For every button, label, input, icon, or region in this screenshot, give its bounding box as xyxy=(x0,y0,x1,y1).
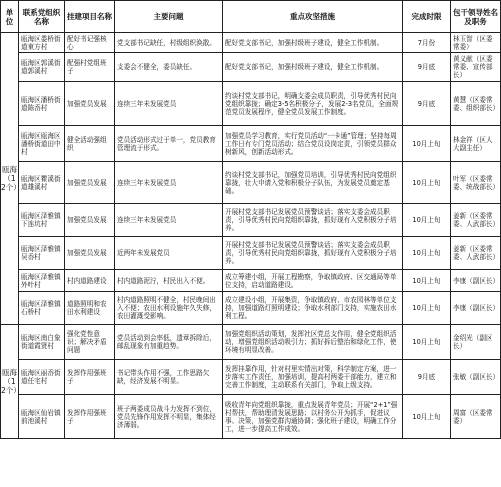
table-cell-project: 村内道路建设 xyxy=(65,270,115,292)
table-cell-deadline: 10月上旬 xyxy=(403,126,451,162)
table-cell-org: 瓯海区泽雅镇外叶村 xyxy=(19,270,65,292)
table-row xyxy=(1,292,501,325)
table-cell-leader: 周富（区委常委） xyxy=(451,395,501,439)
table-cell-measures: 成立建设小组，开展集资，争取镇政府、市农园林等单位支持，加强道路灯照明建设；争取水利部门支持，实施农田水利工程。 xyxy=(223,292,403,325)
table-cell-problem: 班子两委成员战斗力发挥不到位，党员先锋作用发挥不明显，集体经济薄弱。 xyxy=(115,395,223,439)
table-cell-project: 加强党员发展 xyxy=(65,237,115,270)
table-cell-measures: 吸收青年向党组织靠拢，重点发展青年党员；开展“2+1”强村帮扶，帮助理清发展思路；以村务公开为抓手，促进议事、决策，加强党群沟通协调；强化班子建设，明确工作分工，进一步提高工作成效。 xyxy=(223,395,403,439)
table-cell-measures: 发挥挂靠作用，针对村里实情出对策，科学制定方案，进一步落实工作责任，加强培训，提高村两委干部能力，建立和完善工作制度，主动联系有关部门，争取上级支持。 xyxy=(223,360,403,395)
table-cell-measures: 加强党员学习教育，实行党员活动“一卡通”管理；坚持每周工作日有专门党员活动；结合党员设岗定责，引领党员群众树新风，创新活动形式。 xyxy=(223,126,403,162)
table-cell-project: 配好书记强核心 xyxy=(65,33,115,53)
table-row xyxy=(1,360,501,395)
table-cell-leader: 李康（副区长） xyxy=(451,270,501,292)
table-cell-problem: 党员活动到会率低，遗章拆除后，邮乱现象有加重趋势。 xyxy=(115,325,223,360)
table-cell-org: 瓯海区泽雅镇石桥村 xyxy=(19,292,65,325)
table-row xyxy=(1,53,501,82)
table-cell-org: 瓯海区南白象街道霞贤村 xyxy=(19,325,65,360)
table-row xyxy=(1,270,501,292)
table-cell-measures: 成立筹建小组，开展工程勘察，争取镇政府、区交通局等单位支持，启动道路建设。 xyxy=(223,270,403,292)
table-cell-leader: 姜新（区委常委、人武部长） xyxy=(451,237,501,270)
table-cell-project: 加强党员发展 xyxy=(65,162,115,204)
table-cell-deadline: 10月上旬 xyxy=(403,237,451,270)
table-row xyxy=(1,162,501,204)
table-cell-leader: 金绍光（副区长） xyxy=(451,325,501,360)
table-cell-deadline: 9月底 xyxy=(403,82,451,126)
table-cell-deadline: 10月上旬 xyxy=(403,325,451,360)
table-cell-project: 道路照明和农田水利建设 xyxy=(65,292,115,325)
header-main-problem: 主要问题 xyxy=(115,1,223,33)
table-cell-deadline: 7月份 xyxy=(403,33,451,53)
table-cell-problem: 支委会不健全，委员缺任。 xyxy=(115,53,223,82)
table-cell-org: 瓯海区泽雅镇吴岙村 xyxy=(19,237,65,270)
table-cell-project: 发挥作用强班子 xyxy=(65,395,115,439)
table-cell-leader: 黄义献（区委常委、宣传部长） xyxy=(451,53,501,82)
table-cell-org: 瓯海区郭溪街道郭溪村 xyxy=(19,53,65,82)
table-cell-org: 瓯海区丽岙街道任宅村 xyxy=(19,360,65,395)
table-cell-problem: 村内道路照明不健全，村民晚间出入不便；农田水利设施年久失修，农田灌溉受影响。 xyxy=(115,292,223,325)
table-row xyxy=(1,237,501,270)
table-row xyxy=(1,325,501,360)
table-cell-measures: 开展村党支部书记发展党员预警谈话；落实支委会成员职责，引导优秀村民向党组织靠拢，抓好现有入党积极分子培养。 xyxy=(223,237,403,270)
header-deadline: 完成时限 xyxy=(403,1,451,33)
table-cell-leader: 黄慧（区委常委、组织部长） xyxy=(451,82,501,126)
table-cell-problem: 连续三年未发展党员 xyxy=(115,204,223,237)
table-cell-problem: 书记带头作用不强，工作思路欠缺，经济发展不明显。 xyxy=(115,360,223,395)
table-cell-leader: 林金祥（区人大副主任） xyxy=(451,126,501,162)
table-cell-project: 发挥作用强班子 xyxy=(65,360,115,395)
header-key-measures: 重点攻坚措施 xyxy=(223,1,403,33)
table-cell-project: 加强党员发展 xyxy=(65,82,115,126)
table-cell-org: 瓯海区瓯海区潘桥街道田中村 xyxy=(19,126,65,162)
table-cell-project: 健全活动强组织 xyxy=(65,126,115,162)
table-cell-measures: 加强党组织活动策划，发挥社区党总支作用，健全党组织活动，增强党组织活动吸引力；抓好拆后整治和绿化工作，使环境有明显改善。 xyxy=(223,325,403,360)
table-cell-problem: 连续三年未发展党员 xyxy=(115,82,223,126)
table-cell-deadline: 10月上旬 xyxy=(403,162,451,204)
table-row xyxy=(1,82,501,126)
table-cell-leader: 姜新（区委常委、人武部长） xyxy=(451,204,501,237)
header-project-name: 挂建项目名称 xyxy=(65,1,115,33)
table-cell-leader: 张敏（副区长） xyxy=(451,360,501,395)
table-cell-project: 配强村党组班子 xyxy=(65,53,115,82)
table-cell-project: 强化党性意识；解决矛盾问题 xyxy=(65,325,115,360)
table-cell-measures: 配好党支部书记，加强村级班子建设，健全工作机制。 xyxy=(223,53,403,82)
table-cell-deadline: 9月底 xyxy=(403,53,451,82)
unit-cell: 瓯海（12个） xyxy=(1,325,19,439)
table-header-row xyxy=(1,1,501,33)
table-row xyxy=(1,33,501,53)
table-cell-org: 瓯海区娄桥街道東方村 xyxy=(19,33,65,53)
table-cell-measures: 约谈村党支部书记，明确支委会成员职责，引导优秀村民向党组织靠拢；确定3-5名积极分子，发展2-3名党员，全面规范党员发展程序，健全党员发展工作制度。 xyxy=(223,82,403,126)
unit-cell: 瓯海（12个） xyxy=(1,33,19,325)
table-cell-deadline: 10月上旬 xyxy=(403,395,451,439)
table-cell-project: 加强党员发展 xyxy=(65,204,115,237)
table-cell-deadline: 10月上旬 xyxy=(403,292,451,325)
header-leader: 包干领导姓名及职务 xyxy=(451,1,501,33)
table-cell-org: 瓯海区泽雅镇下连坑村 xyxy=(19,204,65,237)
table-row xyxy=(1,395,501,439)
table-cell-leader: 林玉智（区委常委） xyxy=(451,33,501,53)
table-row xyxy=(1,204,501,237)
table-cell-problem: 党员活动形式过于单一，党员教育管理流于形式。 xyxy=(115,126,223,162)
table-cell-deadline: 10月上旬 xyxy=(403,270,451,292)
table-row xyxy=(1,126,501,162)
header-org-name: 联系党组织名称 xyxy=(19,1,65,33)
table-cell-problem: 党支部书记缺任，村级组织涣散。 xyxy=(115,33,223,53)
table-cell-problem: 连续三年未发展党员 xyxy=(115,162,223,204)
table-cell-org: 瓯海区瞿溪街道雄溪村 xyxy=(19,162,65,204)
header-unit: 单位 xyxy=(1,1,19,33)
table-cell-measures: 开展村党支部书记发展党员预警谈话；落实支委会成员职责，引导优秀村民向党组织靠拢，抓好现有入党积极分子培养。 xyxy=(223,204,403,237)
table-cell-deadline: 9月底 xyxy=(403,360,451,395)
table-cell-problem: 村内道路泥泞，村民出入不便。 xyxy=(115,270,223,292)
table-cell-org: 瓯海区潘桥街道陈岙村 xyxy=(19,82,65,126)
table-cell-org: 瓯海区仙岩镇前池溪村 xyxy=(19,395,65,439)
table-cell-leader: 李康（副区长） xyxy=(451,292,501,325)
table-cell-deadline: 10月上旬 xyxy=(403,204,451,237)
table-cell-measures: 配好党支部书记，加强村级班子建设，健全工作机制。 xyxy=(223,33,403,53)
table-cell-problem: 近两年未发展党员 xyxy=(115,237,223,270)
table-body xyxy=(1,33,501,439)
table-cell-leader: 叶军（区委常委、统战部长） xyxy=(451,162,501,204)
table-cell-measures: 约谈村党支部书记，加强党员培训，引导优秀村民向党组织靠拢，壮大申请入党和积极分子队伍，为发展党员奠定基础。 xyxy=(223,162,403,204)
